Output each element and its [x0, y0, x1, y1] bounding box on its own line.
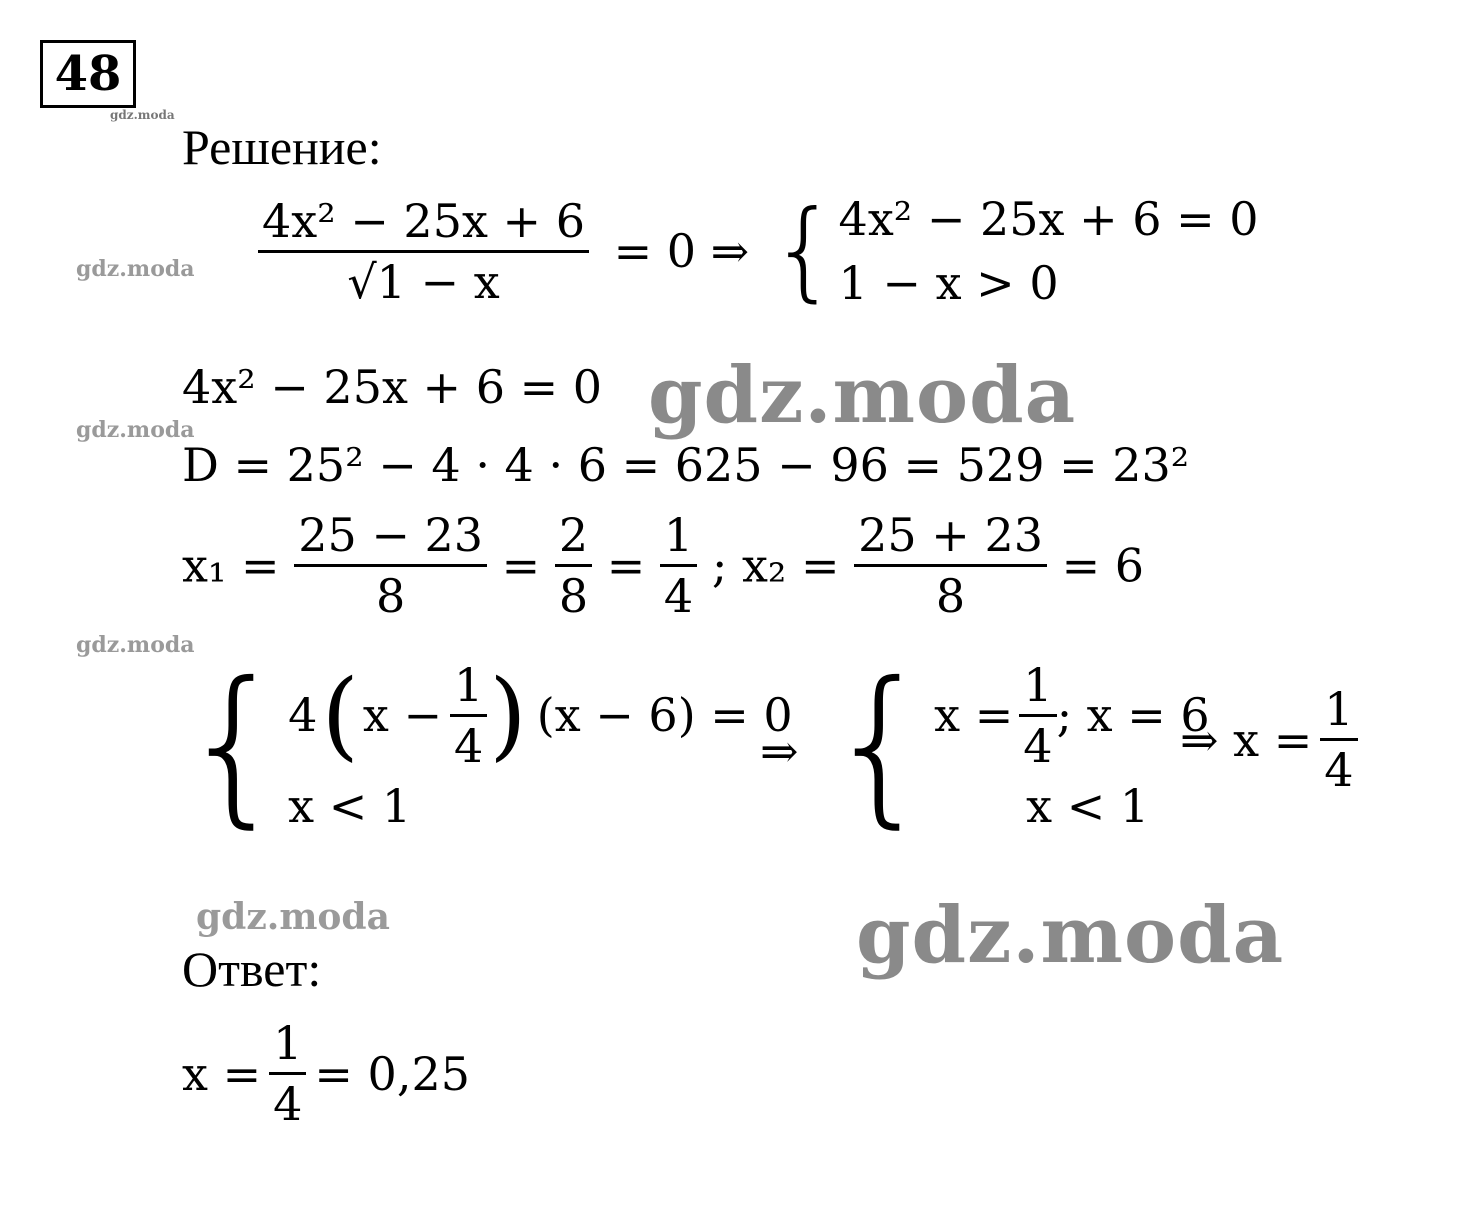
- answer-fraction: [269, 1016, 306, 1131]
- denominator: 8: [558, 569, 589, 623]
- factored-line: [288, 657, 793, 773]
- watermark-tiny: gdz.moda: [110, 108, 175, 122]
- roots-line: [182, 508, 1145, 623]
- x2-numerator: 25 + 23: [858, 508, 1043, 562]
- factor-4: 4: [288, 688, 318, 742]
- roots-system: [826, 646, 1210, 844]
- denominator: 4: [1023, 718, 1053, 773]
- discriminant-line: D = 25² − 4 · 4 · 6 = 625 − 96 = 529 = 23²: [182, 438, 1190, 492]
- eq1-numerator: 4x² − 25x + 6: [262, 193, 585, 248]
- condition-line: x < 1: [288, 778, 412, 833]
- eq1-fraction: [258, 193, 589, 309]
- denominator: 4: [454, 718, 484, 773]
- numerator: 1: [1023, 657, 1053, 712]
- x-equals: x =: [934, 688, 1014, 742]
- watermark-left-4: gdz.moda: [196, 896, 390, 938]
- eq1-denominator: √1 − x: [347, 254, 500, 309]
- watermark-left-3: gdz.moda: [76, 632, 195, 658]
- x2-fraction: [854, 508, 1047, 623]
- factor-inner: x −: [362, 688, 443, 742]
- fraction-bar: [269, 1072, 306, 1075]
- system-brace: {: [769, 188, 839, 313]
- quarter-fraction: [450, 657, 487, 773]
- equals: =: [501, 538, 541, 593]
- two-eighths: [555, 508, 592, 623]
- quadratic-equation: 4x² − 25x + 6 = 0: [182, 360, 603, 414]
- numerator: 1: [663, 508, 694, 562]
- eq1-rhs: = 0 ⇒: [613, 224, 750, 278]
- watermark-big-1: gdz.moda: [648, 350, 1077, 441]
- system-2-arrow: ⇒: [760, 724, 799, 778]
- denominator: 4: [273, 1077, 303, 1131]
- x2-denominator: 8: [935, 569, 966, 623]
- denominator: 4: [663, 569, 694, 623]
- one-quarter: [660, 508, 697, 623]
- eq1-system: [769, 188, 1259, 313]
- x1-label: x₁ =: [182, 538, 280, 593]
- roots-system-line-2: x < 1: [1026, 778, 1150, 833]
- fraction-bar: [1320, 738, 1357, 741]
- task-number: 48: [54, 46, 122, 102]
- answer-line: [182, 1016, 470, 1131]
- solution-heading: Решение:: [182, 119, 382, 175]
- fraction-bar: [660, 564, 697, 567]
- task-number-box: [40, 40, 136, 108]
- x2-label: ; x₂ =: [711, 538, 840, 593]
- factored-system: [180, 646, 793, 844]
- fraction-bar: [294, 564, 487, 567]
- answer-decimal: = 0,25: [314, 1046, 470, 1101]
- x-equals: x =: [182, 1046, 262, 1101]
- equation-1: [258, 188, 1259, 313]
- paren-open: (: [321, 659, 359, 771]
- roots-system-line-1: [934, 657, 1210, 773]
- quarter-fraction: [1019, 657, 1056, 773]
- system-2: [180, 646, 793, 844]
- numerator: 1: [273, 1016, 303, 1070]
- numerator: 2: [558, 508, 589, 562]
- x2-result: = 6: [1061, 538, 1145, 593]
- numerator: 1: [454, 657, 484, 712]
- watermark-big-2: gdz.moda: [856, 890, 1285, 981]
- watermark-left-1: gdz.moda: [76, 256, 195, 282]
- watermark-left-2: gdz.moda: [76, 417, 195, 443]
- denominator: 4: [1324, 743, 1354, 797]
- system-brace: {: [180, 646, 289, 844]
- answer-heading: Ответ:: [182, 941, 322, 997]
- fraction-bar: [258, 250, 589, 253]
- result-fraction: [1320, 682, 1357, 797]
- x1-fraction: [294, 508, 487, 623]
- final-implication: [1180, 682, 1358, 797]
- paren-close: ): [489, 659, 527, 771]
- system-brace: {: [826, 646, 935, 844]
- implies-x: ⇒ x =: [1180, 712, 1313, 767]
- fraction-bar: [1019, 714, 1056, 717]
- eq1-system-line-1: 4x² − 25x + 6 = 0: [838, 192, 1259, 246]
- fraction-bar: [854, 564, 1047, 567]
- x1-numerator: 25 − 23: [298, 508, 484, 562]
- x1-denominator: 8: [375, 569, 406, 623]
- equals: =: [606, 538, 646, 593]
- numerator: 1: [1324, 682, 1354, 736]
- fraction-bar: [555, 564, 592, 567]
- x-equals-6: ; x = 6: [1056, 688, 1210, 742]
- factor-rest: (x − 6) = 0: [536, 688, 793, 742]
- roots-system-group: [826, 646, 1210, 844]
- eq1-system-line-2: 1 − x > 0: [838, 256, 1059, 310]
- fraction-bar: [450, 714, 487, 717]
